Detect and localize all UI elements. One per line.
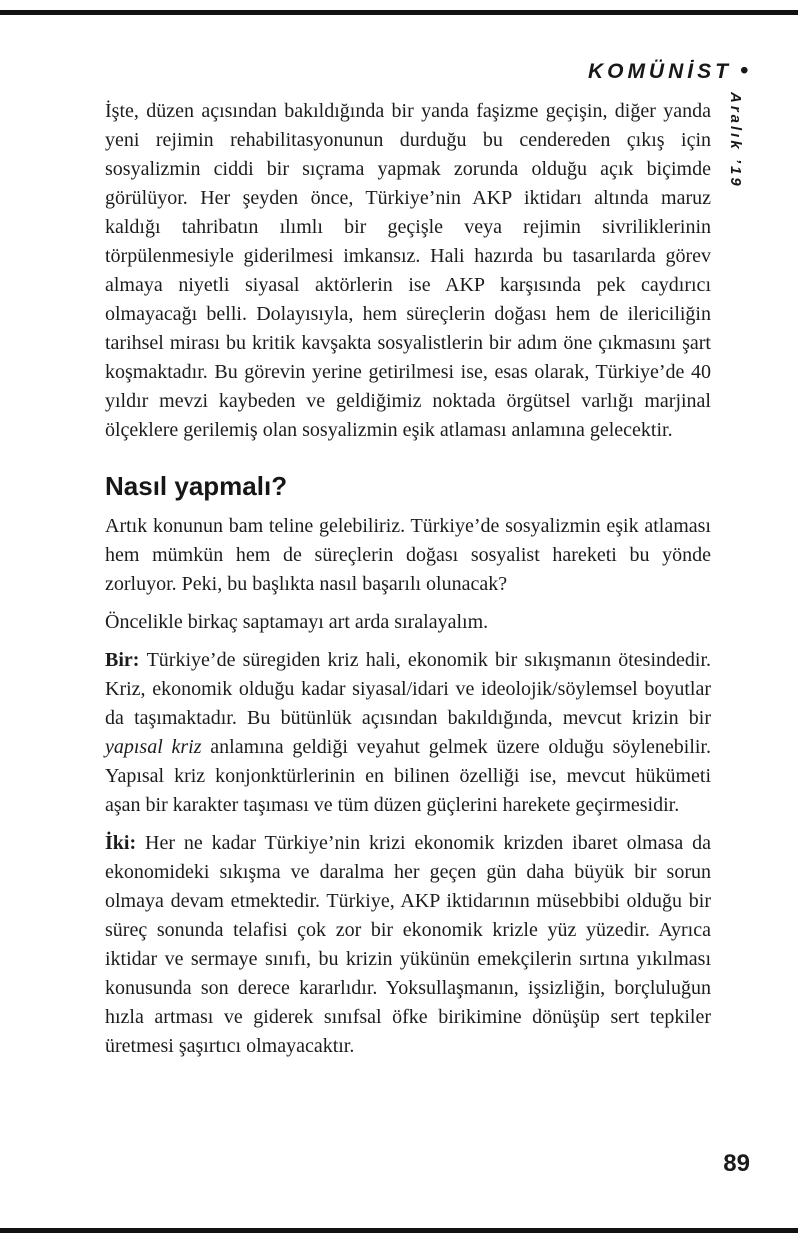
magazine-title: KOMÜNİST: [587, 60, 732, 83]
bottom-edge-bar: [0, 1228, 798, 1233]
body-paragraph: [105, 829, 711, 1061]
text-segment-normal: İşte, düzen açısından bakıldığında bir yanda faşizme geçişin, diğer yanda yeni rejimin rehabilitasyonunun durduğu bu cendereden çıkış için sosyalizmin ciddi bir sıçrama yapmak zorunda olduğu açık biçimde görülüyor. Her şeyden önce, Türkiye’nin AKP iktidarı altında maruz kaldığı tahribatın ılımlı bir geçişle veya rejimin sivriliklerinin törpülenmesiyle giderilmesi imkansız. Hali hazırda bu tasarılarda görev almaya niyetli siyasal aktörlerin ise AKP karşısında pek caydırıcı olmayacağı belli. Dolayısıyla, hem süreçlerin doğası hem de ilericiliğin tarihsel mirası bu kritik kavşakta sosyalistlerin bir adım öne çıkmasını şart koşmaktadır. Bu görevin yerine getirilmesi ise, esas olarak, Türkiye’de 40 yıldır mevzi kaybeden ve geldiğimiz noktada örgütsel varlığı marjinal ölçeklere gerilemiş olan sosyalizmin eşik atlaması anlamına gelecektir.: [105, 100, 711, 441]
issue-date-vertical: Aralık ’19: [727, 92, 744, 189]
page-number: 89: [723, 1150, 750, 1177]
section-heading: Nasıl yapmalı?: [105, 471, 288, 501]
body-paragraph: [105, 512, 711, 599]
text-segment-normal: Her ne kadar Türkiye’nin krizi ekonomik krizden ibaret olmasa da ekonomideki sıkışma ve daralma her geçen gün daha büyük bir sorun olmaya devam etmektedir. Türkiye, AKP iktidarının müsebbibi olduğu bir süreç sonunda telafisi çok zor bir ekonomik krizle yüz yüzedir. Ayrıca iktidar ve sermaye sınıfı, bu krizin yükünün emekçilerin sırtına yıkılması konusunda son derece kararlıdır. Yoksullaşmanın, işsizliğin, borçluluğun hızla artması ve giderek sınıfsal öfke birikimine dönüşüp sert tepkiler üretmesi şaşırtıcı olmayacaktır.: [105, 832, 711, 1057]
text-segment-normal: anlamına geldiği veyahut gelmek üzere olduğu söylenebilir. Yapısal kriz konjonktürlerinin en bilinen özelliği ise, mevcut hükümeti aşan bir karakter taşıması ve tüm düzen güçlerini harekete geçirmesidir.: [105, 736, 711, 816]
magazine-masthead: [588, 57, 748, 84]
body-paragraph: [105, 646, 711, 820]
body-paragraph: [105, 97, 711, 445]
top-edge-bar: [0, 10, 798, 15]
article-body: [105, 97, 711, 1061]
bullet-icon: •: [739, 57, 748, 83]
text-segment-normal: Türkiye’de süregiden kriz hali, ekonomik bir sıkışmanın ötesindedir. Kriz, ekonomik olduğu kadar siyasal/idari ve ideolojik/söylemsel boyutlar da taşımaktadır. Bu bütünlük açısından bakıldığında, mevcut krizin bir: [105, 649, 711, 729]
text-segment-bold: Bir:: [105, 649, 147, 671]
text-segment-normal: Öncelikle birkaç saptamayı art arda sıralayalım.: [105, 611, 489, 633]
text-segment-italic: yapısal kriz: [105, 736, 202, 758]
text-segment-bold: İki:: [105, 832, 145, 854]
text-segment-normal: Artık konunun bam teline gelebiliriz. Türkiye’de sosyalizmin eşik atlaması hem mümkün hem de süreçlerin doğası sosyalist hareketi bu yönde zorluyor. Peki, bu başlıkta nasıl başarılı olunacak?: [105, 515, 711, 595]
body-paragraph: [105, 608, 711, 637]
